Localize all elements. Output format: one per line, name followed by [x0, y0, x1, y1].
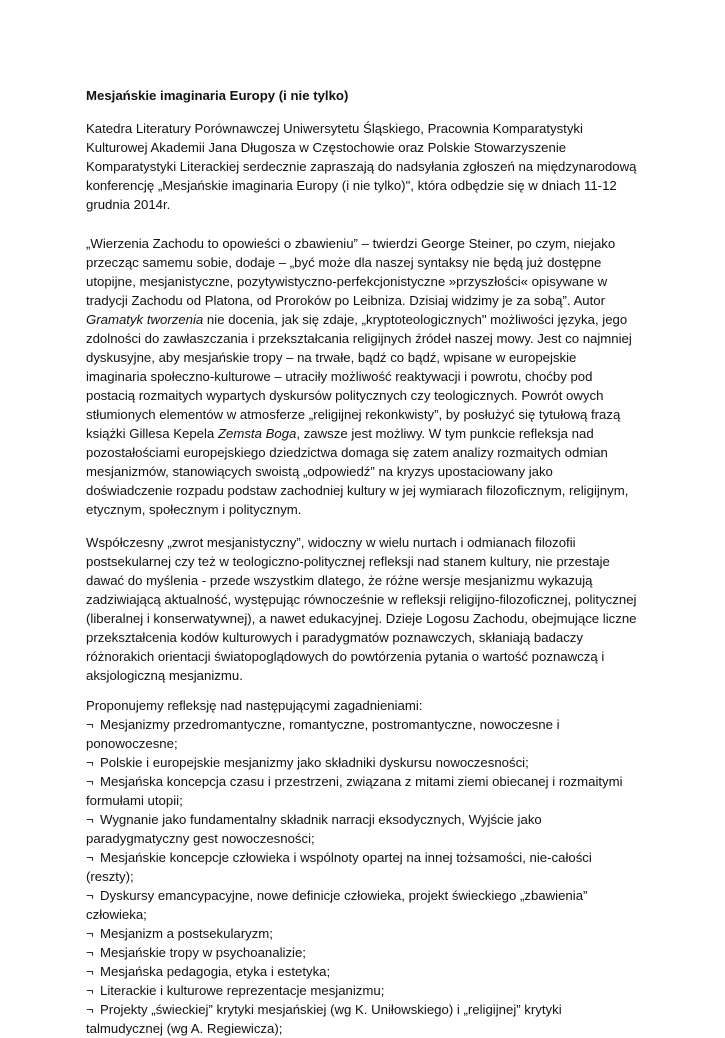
- not-sign-icon: ¬: [86, 812, 94, 827]
- not-sign-icon: ¬: [86, 888, 94, 903]
- list-item: ¬ Mesjańska pedagogia, etyka i estetyka;: [86, 964, 331, 979]
- list-item: ¬ Dyskursy emancypacyjne, nowe definicje człowieka, projekt świeckiego „zbawienia” człowieka;: [86, 888, 588, 922]
- not-sign-icon: ¬: [86, 755, 94, 770]
- steiner-text-part-1: „Wierzenia Zachodu to opowieści o zbawieniu” – twierdzi George Steiner, po czym, niejako przecząc samemu sobie, dodaje – „być może dla naszej syntaksy nie będą już dostępne utopijne, mesjanistyczne, pozytywistyczno-perfekcjonistyczne »przyszłości« opisywane w tradycji Zachodu od Platona, od Proroków po Leibniza. Dzisiaj widzimy je za sobą”. Autor: [86, 236, 616, 308]
- list-item: ¬ Mesjanizmy przedromantyczne, romantyczne, postromantyczne, nowoczesne i ponowoczesne;: [86, 717, 560, 751]
- steiner-text-part-2: nie docenia, jak się zdaje, „kryptoteologicznych" możliwości języka, jego zdolności do zawłaszczania i przekształcania religijnych źródeł naszej mowy. Jest co najmniej dyskusyjne, aby mesjańskie tropy – na trwałe, bądź co bądź, wpisane w europejskie imaginaria społeczno-kulturowe – utraciły możliwość reaktywacji i powrotu, choćby pod postacią rozmaitych wypartych dyskursów politycznych czy teologicznych. Powrót owych stłumionych elementów w atmosferze „religijnej rekonkwisty”, by posłużyć się tytułową frazą książki Gillesa Kepela: [86, 312, 632, 441]
- not-sign-icon: ¬: [86, 983, 94, 998]
- steiner-text-part-3: , zawsze jest możliwy. W tym punkcie refleksja nad pozostałościami europejskiego dziedzictwa domaga się zatem analizy rozmaitych odmian mesjanizmów, stanowiących swoistą „odpowiedź” na kryzys upostaciowany jako doświadczenie rozpadu podstaw zachodniej kultury w jej wymiarach filozoficznym, religijnym, etycznym, społecznym i politycznym.: [86, 426, 629, 517]
- topics-list: [86, 715, 639, 1038]
- not-sign-icon: ¬: [86, 774, 94, 789]
- intro-paragraph: Katedra Literatury Porównawczej Uniwersytetu Śląskiego, Pracownia Komparatystyki Kulturowej Akademii Jana Długosza w Częstochowie oraz Polskie Stowarzyszenie Komparatystyki Literackiej serdecznie zapraszają do nadsyłania zgłoszeń na międzynarodową konferencję „Mesjańskie imaginaria Europy (i nie tylko)", która odbędzie się w dniach 11-12 grudnia 2014r.: [86, 121, 637, 212]
- list-item: ¬ Polskie i europejskie mesjanizmy jako składniki dyskursu nowoczesności;: [86, 755, 529, 770]
- steiner-paragraph: [86, 234, 639, 519]
- not-sign-icon: ¬: [86, 926, 94, 941]
- list-item: ¬ Wygnanie jako fundamentalny składnik narracji eksodycznych, Wyjście jako paradygmatyczny gest nowoczesności;: [86, 812, 542, 846]
- not-sign-icon: ¬: [86, 850, 94, 865]
- document-title: Mesjańskie imaginaria Europy (i nie tylko): [86, 88, 349, 103]
- not-sign-icon: ¬: [86, 964, 94, 979]
- list-item: ¬ Literackie i kulturowe reprezentacje mesjanizmu;: [86, 983, 385, 998]
- list-item: ¬ Projekty „świeckiej” krytyki mesjańskiej (wg K. Uniłowskiego) i „religijnej” krytyki talmudycznej (wg A. Regiewicza);: [86, 1002, 562, 1036]
- not-sign-icon: ¬: [86, 717, 94, 732]
- messianic-turn-paragraph: Współczesny „zwrot mesjanistyczny”, widoczny w wielu nurtach i odmianach filozofii postsekularnej czy też w teologiczno-politycznej refleksji nad stanem kultury, nie przestaje dawać do myślenia - przede wszystkim dlatego, że różne wersje mesjanizmu wykazują zadziwiającą aktualność, występując równocześnie w refleksji religijno-filozoficznej, politycznej (liberalnej i konserwatywnej), a nawet edukacyjnej. Dzieje Logosu Zachodu, obejmujące liczne przekształcenia kodów kulturowych i paradygmatów poznawczych, skłaniają badaczy różnorakich orientacji światopoglądowych do powtórzenia pytania o wartość poznawczą i aksjologiczną mesjanizmu.: [86, 535, 637, 683]
- not-sign-icon: ¬: [86, 945, 94, 960]
- list-item: ¬ Mesjanizm a postsekularyzm;: [86, 926, 273, 941]
- not-sign-icon: ¬: [86, 1002, 94, 1017]
- list-item: ¬ Mesjańskie tropy w psychoanalizie;: [86, 945, 306, 960]
- list-item: ¬ Mesjańska koncepcja czasu i przestrzeni, związana z mitami ziemi obiecanej i rozmaitymi formułami utopii;: [86, 774, 623, 808]
- topics-intro: Proponujemy refleksję nad następującymi zagadnieniami:: [86, 698, 423, 713]
- list-item: ¬ Mesjańskie koncepcje człowieka i wspólnoty opartej na innej tożsamości, nie-całości (reszty);: [86, 850, 592, 884]
- book-title-zemsta: Zemsta Boga: [217, 426, 297, 441]
- book-title-gramatyk: Gramatyk tworzenia: [86, 312, 204, 327]
